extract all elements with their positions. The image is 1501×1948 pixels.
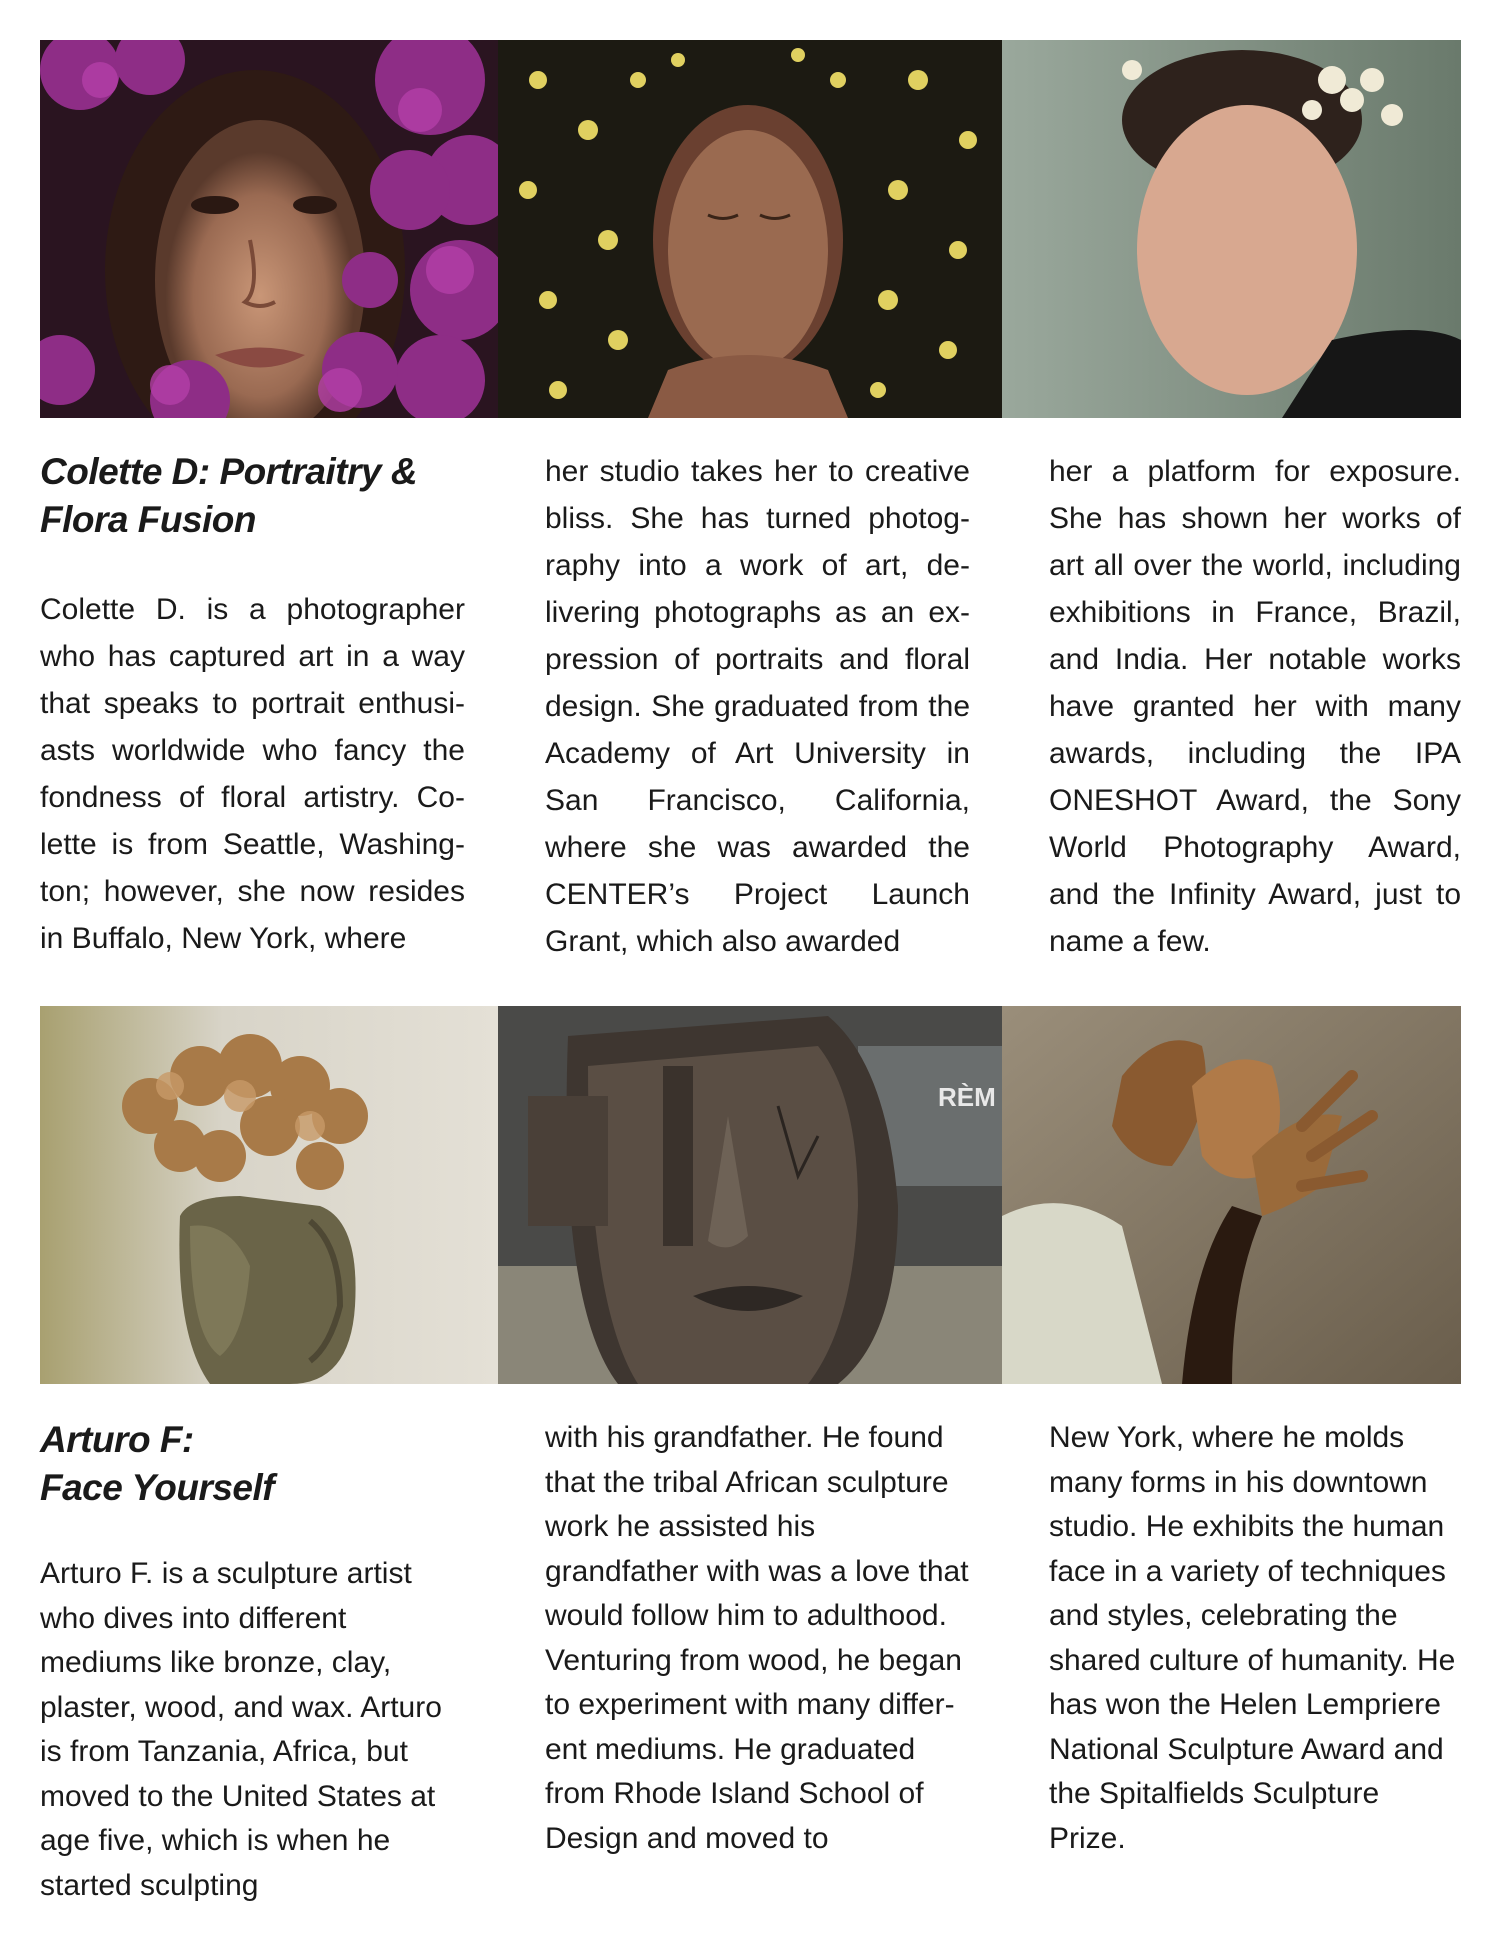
body-paragraph: Colette D. is a photographer who has captured art in a way that speaks to portrait enthusiasts worldwide who fancy the fondness of floral artistry. Colette is from Seattle, Washington; however, she now resides in Buffalo, New York, where bbox=[40, 593, 465, 955]
article-column-2 bbox=[545, 1416, 970, 1861]
body-paragraph: Arturo F. is a sculpture artist who dives into different mediums like bronze, clay, plaster, wood, and wax. Arturo is from Tanzania, Africa, but moved to the United States at age five, which is when he started sculpting bbox=[40, 1557, 442, 1902]
body-paragraph: her a platform for exposure. She has shown her works of art all over the world, including exhibitions in France, Brazil, and India. Her notable works have granted her with many awards, including the IPA ONESHOT Award, the Sony World Photography Award, and the Infinity Award, just to name a few. bbox=[1049, 455, 1461, 958]
photo-bronze-face-sculpture bbox=[498, 1006, 1002, 1384]
photo-woman-purple-flowers bbox=[40, 40, 498, 418]
article-title bbox=[40, 1416, 465, 1512]
photo-man-white-flowers bbox=[1002, 40, 1461, 418]
photo-head-vase-dried-flowers bbox=[40, 1006, 498, 1384]
sign-text: RÈM bbox=[938, 1082, 996, 1112]
article-column-3 bbox=[1049, 1416, 1461, 1861]
body-paragraph: her studio takes her to creative bliss. She has turned photography into a work of art, delivering photographs as an expression of portraits and floral design. She graduated from the Academy of Art University in San Francisco, California, where she was awarded the CENTER’s Project Launch Grant, which also awarded bbox=[545, 455, 970, 958]
article-title bbox=[40, 448, 465, 544]
colette-article bbox=[40, 448, 1461, 968]
article-column-3 bbox=[1049, 448, 1461, 965]
title-line-1: Arturo F: bbox=[40, 1419, 194, 1460]
article-column-2 bbox=[545, 448, 970, 965]
top-photo-strip bbox=[40, 40, 1461, 418]
arturo-article bbox=[40, 1416, 1461, 1916]
bottom-photo-strip bbox=[40, 1006, 1461, 1384]
title-line-2: Face Yourself bbox=[40, 1467, 275, 1508]
article-column-1 bbox=[40, 1416, 465, 1908]
body-paragraph: with his grandfather. He found that the tribal African sculpture work he assisted his grandfather with was a love that would follow him to adulthood. Venturing from wood, he began to experiment with many different mediums. He graduated from Rhode Island School of Design and moved to bbox=[545, 1421, 969, 1855]
photo-man-yellow-daisies bbox=[498, 40, 1002, 418]
photo-bronze-hand-masks bbox=[1002, 1006, 1461, 1384]
article-column-1 bbox=[40, 448, 465, 962]
title-line-2: Flora Fusion bbox=[40, 499, 256, 540]
body-paragraph: New York, where he molds many forms in his downtown studio. He exhibits the human face in a variety of techniques and styles, celebrating the shared culture of humanity. He has won the Helen Lempriere National Sculpture Award and the Spitalfields Sculpture Prize. bbox=[1049, 1421, 1456, 1855]
title-line-1: Colette D: Portraitry & bbox=[40, 451, 418, 492]
